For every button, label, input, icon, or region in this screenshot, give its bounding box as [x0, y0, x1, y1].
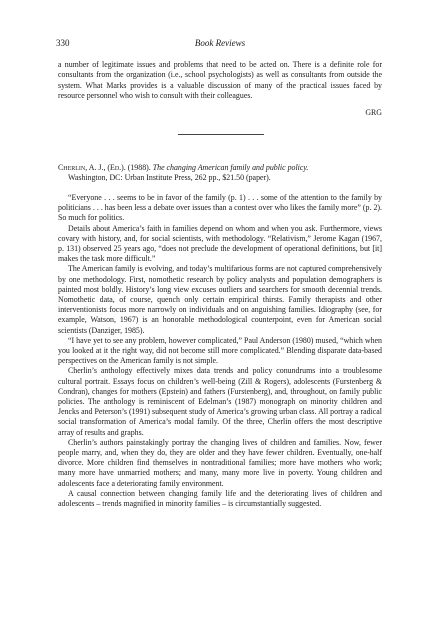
- running-title: Book Reviews: [194, 38, 246, 48]
- review-paragraph: “I have yet to see any problem, however complicated,” Paul Anderson (1980) mused, “which when you looked at it the right way, did not become still more complicated.” Blending disparate data-based perspectives on the American family is not simple.: [58, 335, 382, 366]
- citation-title: The changing American family and public policy.: [152, 163, 309, 172]
- citation-publisher: Washington, DC: Urban Institute Press, 262 pp., $21.50 (paper).: [68, 173, 271, 183]
- citation-author: Cherlin, A. J., (Ed.). (1988).: [58, 163, 151, 172]
- section-divider: [178, 134, 264, 135]
- reviewer-signature: GRG: [365, 108, 382, 117]
- review-paragraph: A causal connection between changing family life and the deteriorating lives of children and adolescents – trends magnified in minority families – is circumstantially suggested.: [58, 488, 382, 509]
- page-header: [56, 38, 384, 50]
- review-paragraph: Cherlin’s authors painstakingly portray the changing lives of children and families. Now, fewer people marry, and, when they do, they are older and they have fewer children. Eventually, one-half divorce. More children find themselves in nontraditional families; more have mothers who work; many more have unmarried mothers; and many, many more live in poverty. Young children and adolescents face a deteriorating family environment.: [58, 437, 382, 488]
- review-paragraph: Cherlin’s anthology effectively mixes data trends and policy conundrums into a troublesome cultural portrait. Essays focus on children’s well-being (Zill & Rogers), adolescents (Furstenberg & Condran), changes for mothers (Epstein) and fathers (Furstenberg), and, throughout, on family public policies. The anthology is reminiscent of Edelman’s (1987) monograph on minority children and Jencks and Peterson’s (1991) subsequent study of America’s growing urban class. All portray a radical social transformation of America’s modal family. Of the three, Cherlin offers the most descriptive array of results and graphs.: [58, 366, 382, 437]
- page-number: 330: [56, 38, 70, 48]
- review-body: [58, 193, 382, 509]
- review-paragraph: The American family is evolving, and today’s multifarious forms are not captured comprehensively by one methodology. First, nomothetic research by policy analysts and population demographers is painted most boldly. History’s long view excuses outliers and searchers for smooth decennial trends. Nomothetic data, of course, quench only certain empirical thirsts. Family therapists and other interventionists focus more narrowly on individuals and on anguishing families. Idiography (see, for example, Watson, 1967) is an honorable methodological counterpoint, even for American social scientists (Danziger, 1985).: [58, 264, 383, 335]
- previous-review-text: a number of legitimate issues and problems that need to be acted on. There is a definite role for consultants from the organization (i.e., school psychologists) as well as consultants from outside the system. What Marks provides is a valuable discussion of many of the practical issues faced by resource personnel who wish to consult with their colleagues.: [58, 60, 382, 101]
- review-paragraph: Details about America’s faith in families depend on whom and when you ask. Furthermore, views covary with history, and, for social scientists, with methodology. “Relativism,” Jerome Kagan (1967, p. 131) observed 25 years ago, “does not preclude the development of operational definitions, but [it] makes the task more difficult.”: [58, 223, 382, 264]
- review-paragraph: “Everyone . . . seems to be in favor of the family (p. 1) . . . some of the attention to the family by politicians . . . has been less a debate over issues than a contest over who likes the family more” (p. 2). So much for politics.: [58, 193, 382, 223]
- book-citation: [58, 163, 382, 184]
